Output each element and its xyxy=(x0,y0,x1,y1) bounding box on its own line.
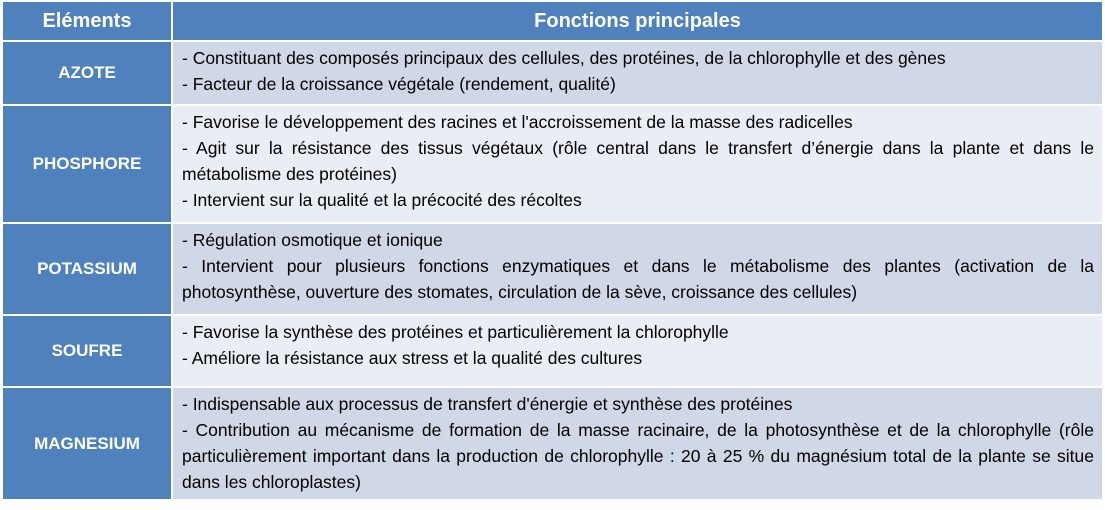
table-row xyxy=(3,106,1102,224)
functions-cell xyxy=(173,42,1102,106)
header-functions: Fonctions principales xyxy=(173,2,1102,42)
element-cell: PHOSPHORE xyxy=(3,106,173,224)
function-line: - Améliore la résistance aux stress et la qualité des cultures xyxy=(182,348,643,368)
table-row xyxy=(3,388,1102,501)
function-line: - Constituant des composés principaux des cellules, des protéines, de la chlorophylle et des gènes xyxy=(182,48,946,68)
function-line: - Agit sur la résistance des tissus végétaux (rôle central dans le transfert d’énergie dans la plante et dans le métabolisme des protéines) xyxy=(182,138,1094,184)
table-header xyxy=(3,2,1102,42)
table-body xyxy=(3,42,1102,501)
functions-cell xyxy=(173,106,1102,224)
function-line: - Indispensable aux processus de transfert d'énergie et synthèse des protéines xyxy=(182,394,793,414)
function-line: - Intervient pour plusieurs fonctions enzymatiques et dans le métabolisme des plantes (activation de la photosynthèse, ouverture des stomates, circulation de la sève, croissance des cellules) xyxy=(182,256,1094,302)
element-cell: MAGNESIUM xyxy=(3,388,173,501)
functions-cell xyxy=(173,388,1102,501)
function-line: - Favorise le développement des racines et l'accroissement de la masse des radicelles xyxy=(182,112,853,132)
header-elements: Eléments xyxy=(3,2,173,42)
functions-cell xyxy=(173,316,1102,388)
function-line: - Facteur de la croissance végétale (rendement, qualité) xyxy=(182,74,616,94)
element-cell: AZOTE xyxy=(3,42,173,106)
table-row xyxy=(3,224,1102,316)
nutrient-functions-table xyxy=(3,2,1102,501)
function-line: - Favorise la synthèse des protéines et particulièrement la chlorophylle xyxy=(182,322,729,342)
functions-cell xyxy=(173,224,1102,316)
table-row xyxy=(3,316,1102,388)
function-line: - Contribution au mécanisme de formation de la masse racinaire, de la photosynthèse et de la chlorophylle (rôle particulièrement important dans la production de chlorophylle : 20 à 25 % du magnésium total de la plante se situe dans les chloroplastes) xyxy=(182,420,1094,492)
function-line: - Intervient sur la qualité et la précocité des récoltes xyxy=(182,190,582,210)
table-row xyxy=(3,42,1102,106)
header-row xyxy=(3,2,1102,42)
element-cell: SOUFRE xyxy=(3,316,173,388)
element-cell: POTASSIUM xyxy=(3,224,173,316)
function-line: - Régulation osmotique et ionique xyxy=(182,230,443,250)
